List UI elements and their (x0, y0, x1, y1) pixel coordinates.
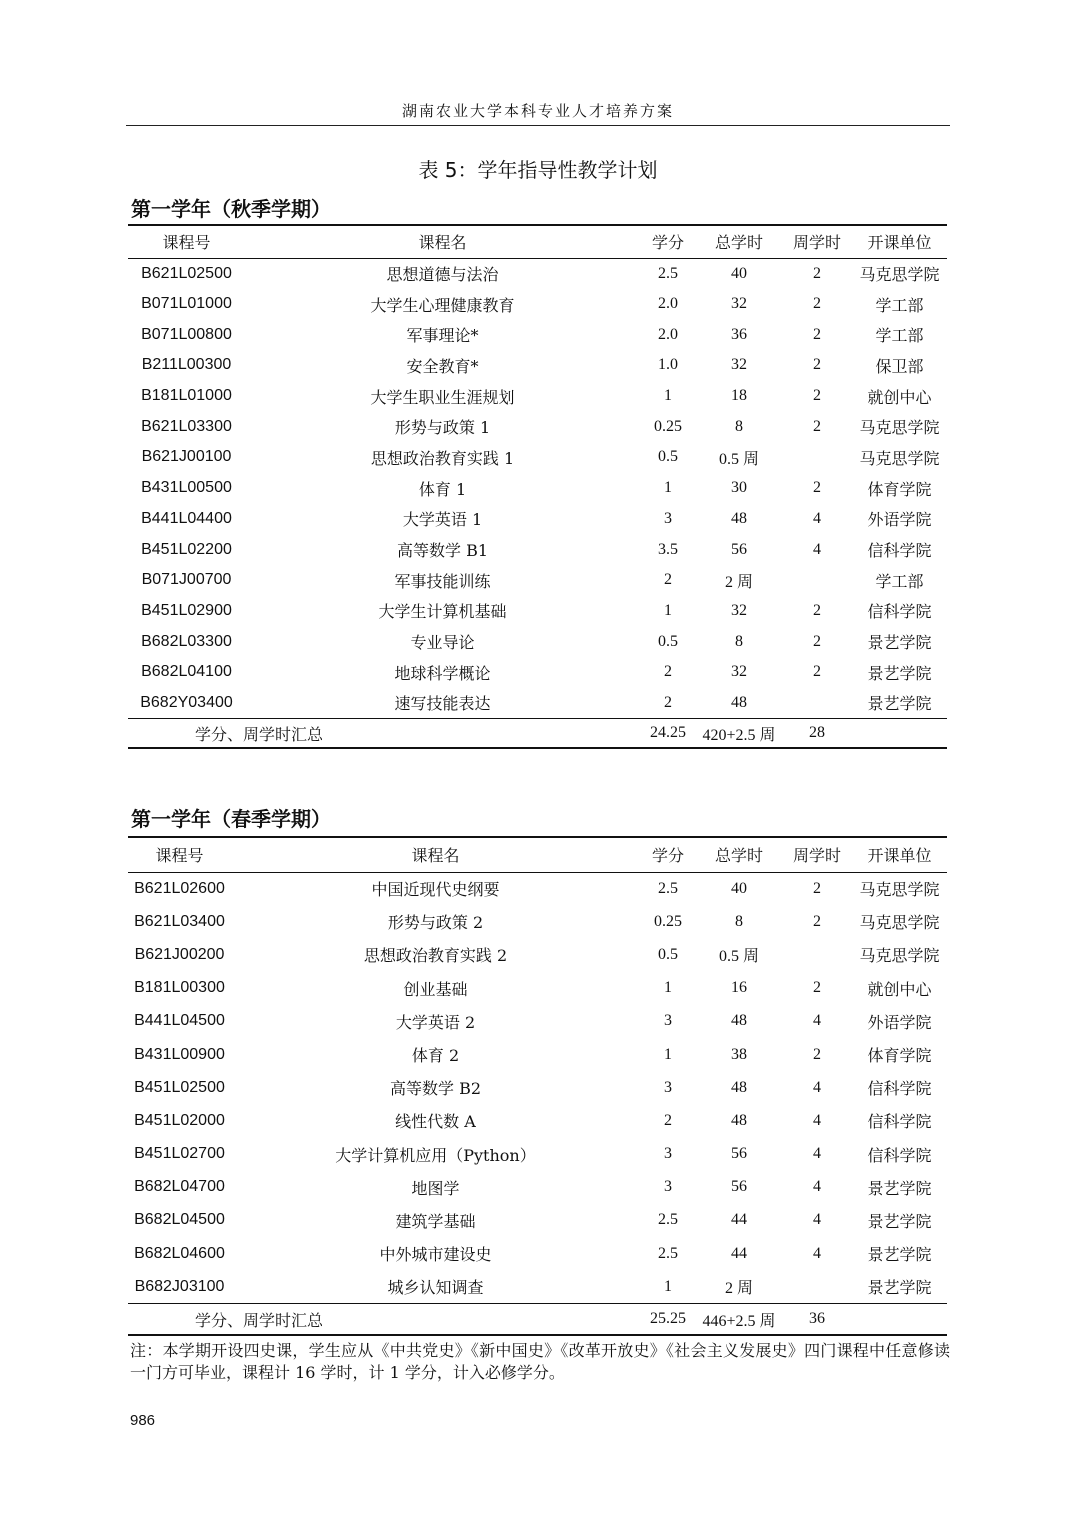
course-code: B181L01000 (141, 387, 232, 405)
course-total-hours: 16 (731, 979, 747, 997)
course-credit: 0.25 (654, 417, 682, 435)
course-dept: 外语学院 (867, 510, 932, 530)
course-dept: 马克思学院 (859, 913, 940, 933)
table-row (128, 905, 947, 938)
table-row (128, 1138, 947, 1171)
course-name: 安全教育* (406, 356, 479, 376)
course-credit: 2.5 (658, 264, 678, 282)
course-credit: 0.5 (658, 448, 678, 466)
table-row (128, 319, 947, 350)
course-dept: 景艺学院 (867, 663, 932, 683)
course-credit: 1 (664, 479, 672, 497)
course-weekly-hours: 4 (813, 509, 821, 527)
course-code: B211L00300 (141, 356, 232, 374)
course-name: 城乡认知调查 (387, 1278, 484, 1298)
course-weekly-hours: 2 (813, 264, 821, 282)
course-credit: 3 (664, 1078, 672, 1096)
course-name: 大学生职业生涯规划 (370, 387, 515, 407)
course-table-spring (128, 836, 947, 1336)
col-header-weekly-hours: 周学时 (792, 846, 841, 866)
course-dept: 学工部 (875, 295, 924, 315)
course-dept: 信科学院 (867, 1079, 932, 1099)
table-row (128, 938, 947, 971)
course-total-hours: 56 (731, 540, 747, 558)
course-total-hours: 36 (731, 325, 747, 343)
summary-hours: 446+2.5 周 (702, 1312, 776, 1330)
summary-dept (852, 1303, 947, 1335)
course-total-hours: 48 (731, 1012, 747, 1030)
course-dept: 信科学院 (867, 1145, 932, 1165)
course-weekly-hours: 2 (813, 663, 821, 681)
course-table-autumn (128, 224, 947, 749)
table-row (128, 1237, 947, 1270)
course-name: 大学计算机应用（Python） (335, 1145, 536, 1165)
course-code: B181L00300 (134, 979, 225, 997)
course-code: B451L02000 (134, 1111, 225, 1129)
course-dept: 信科学院 (867, 1112, 932, 1132)
course-name: 专业导论 (410, 633, 475, 653)
course-credit: 1 (664, 1277, 672, 1295)
course-dept: 景艺学院 (867, 1211, 932, 1231)
table-row (128, 411, 947, 442)
course-code: B682J03100 (134, 1277, 225, 1295)
course-total-hours: 2 周 (724, 573, 753, 591)
course-name: 创业基础 (403, 979, 468, 999)
header-rule (126, 125, 950, 126)
course-name: 大学英语 2 (395, 1012, 476, 1032)
course-credit: 2.5 (658, 879, 678, 897)
course-credit: 3 (664, 1012, 672, 1030)
course-name: 思想道德与法治 (386, 265, 499, 285)
course-code: B682Y03400 (140, 693, 233, 711)
col-header-total-hours: 总学时 (714, 233, 763, 253)
course-name: 军事技能训练 (394, 571, 491, 591)
table-row (128, 442, 947, 473)
course-name: 思想政治教育实践 2 (363, 946, 508, 966)
course-weekly-hours (782, 442, 852, 473)
course-name: 高等数学 B2 (389, 1079, 482, 1099)
course-weekly-hours: 2 (813, 417, 821, 435)
footnote: 注：本学期开设四史课，学生应从《中共党史》《新中国史》《改革开放史》《社会主义发展史》四门课程中任意修读一门方可毕业，课程计 16 学时，计 1 学分，计入必修学分。 (130, 1341, 950, 1382)
table-row (128, 534, 947, 565)
table-body (128, 258, 947, 718)
course-name: 线性代数 A (395, 1112, 476, 1132)
table-row (128, 289, 947, 320)
course-total-hours: 18 (731, 387, 747, 405)
running-header: 湖南农业大学本科专业人才培养方案 (401, 102, 674, 120)
summary-credit: 24.25 (650, 724, 686, 742)
table-row (128, 657, 947, 688)
course-credit: 2.0 (658, 295, 678, 313)
course-code: B682L04700 (134, 1178, 225, 1196)
course-weekly-hours: 2 (813, 325, 821, 343)
course-name: 速写技能表达 (394, 694, 491, 714)
course-credit: 2 (664, 693, 672, 711)
table-title: 表 5：学年指导性教学计划 (418, 158, 658, 182)
course-weekly-hours: 2 (813, 479, 821, 497)
course-total-hours: 30 (731, 479, 747, 497)
table-row (128, 565, 947, 596)
summary-hours: 420+2.5 周 (702, 726, 776, 744)
table-row (128, 1071, 947, 1104)
course-dept: 马克思学院 (859, 418, 940, 438)
course-total-hours: 48 (731, 1078, 747, 1096)
course-credit: 3 (664, 1178, 672, 1196)
course-total-hours: 0.5 周 (718, 948, 759, 966)
course-code: B431L00900 (134, 1045, 225, 1063)
course-name: 建筑学基础 (395, 1211, 476, 1231)
course-total-hours: 32 (731, 663, 747, 681)
course-total-hours: 44 (731, 1244, 747, 1262)
col-header-name: 课程名 (411, 846, 460, 866)
course-weekly-hours: 4 (813, 1178, 821, 1196)
course-name: 大学生计算机基础 (378, 602, 507, 622)
course-name: 中外城市建设史 (379, 1245, 492, 1265)
course-weekly-hours: 2 (813, 632, 821, 650)
course-credit: 2.0 (658, 325, 678, 343)
course-code: B451L02200 (141, 540, 232, 558)
table-row (128, 473, 947, 504)
course-code: B621L03300 (141, 417, 232, 435)
course-dept: 外语学院 (867, 1012, 932, 1032)
course-code: B621L03400 (134, 912, 225, 930)
course-code: B451L02900 (141, 601, 232, 619)
course-credit: 3.5 (658, 540, 678, 558)
summary-row (128, 718, 947, 748)
table-row (128, 688, 947, 719)
course-code: B451L02500 (134, 1078, 225, 1096)
course-credit: 2.5 (658, 1244, 678, 1262)
table-row (128, 1171, 947, 1204)
course-name: 思想政治教育实践 1 (370, 448, 515, 468)
course-dept: 景艺学院 (867, 1245, 932, 1265)
table-row (128, 1204, 947, 1237)
table-body (128, 872, 947, 1303)
course-total-hours: 2 周 (724, 1280, 753, 1298)
col-header-dept: 开课单位 (867, 846, 932, 866)
table-row (128, 872, 947, 905)
course-code: B071J00700 (141, 571, 232, 589)
course-code: B451L02700 (134, 1145, 225, 1163)
course-credit: 2 (664, 571, 672, 589)
course-weekly-hours (782, 1270, 852, 1303)
course-total-hours: 56 (731, 1178, 747, 1196)
course-dept: 景艺学院 (867, 1278, 932, 1298)
course-total-hours: 8 (735, 912, 743, 930)
course-weekly-hours: 4 (813, 1244, 821, 1262)
course-weekly-hours: 2 (813, 979, 821, 997)
section-title-autumn: 第一学年（秋季学期） (131, 197, 331, 221)
col-header-name: 课程名 (418, 233, 467, 253)
section-title-spring: 第一学年（春季学期） (131, 807, 331, 831)
course-credit: 1.0 (658, 356, 678, 374)
course-total-hours: 38 (731, 1045, 747, 1063)
course-weekly-hours: 4 (813, 1012, 821, 1030)
course-code: B621L02500 (141, 264, 232, 282)
course-weekly-hours: 2 (813, 601, 821, 619)
summary-weekly: 28 (809, 724, 825, 742)
course-credit: 2 (664, 663, 672, 681)
course-weekly-hours (782, 688, 852, 719)
course-weekly-hours: 4 (813, 1078, 821, 1096)
course-total-hours: 32 (731, 295, 747, 313)
course-name: 军事理论* (406, 326, 479, 346)
course-code: B621L02600 (134, 879, 225, 897)
table-row (128, 1038, 947, 1071)
course-code: B071L00800 (141, 325, 232, 343)
course-name: 地图学 (411, 1178, 460, 1198)
col-header-credit: 学分 (651, 846, 684, 866)
course-total-hours: 0.5 周 (718, 450, 759, 468)
course-dept: 学工部 (875, 326, 924, 346)
course-dept: 景艺学院 (867, 1178, 932, 1198)
course-weekly-hours: 2 (813, 912, 821, 930)
col-header-total-hours: 总学时 (714, 846, 763, 866)
col-header-weekly-hours: 周学时 (792, 233, 841, 253)
course-code: B621J00100 (141, 448, 232, 466)
course-code: B682L04100 (141, 663, 232, 681)
page-number: 986 (130, 1412, 156, 1429)
summary-dept (852, 718, 947, 748)
course-weekly-hours: 2 (813, 1045, 821, 1063)
course-total-hours: 40 (731, 264, 747, 282)
table-header-row (128, 225, 947, 258)
table-row (128, 504, 947, 535)
course-code: B431L00500 (141, 479, 232, 497)
course-code: B682L03300 (141, 632, 232, 650)
summary-credit: 25.25 (650, 1310, 686, 1328)
col-header-credit: 学分 (651, 233, 684, 253)
course-total-hours: 8 (735, 417, 743, 435)
summary-label: 学分、周学时汇总 (194, 1310, 323, 1330)
course-weekly-hours: 2 (813, 387, 821, 405)
course-name: 体育 1 (418, 479, 467, 499)
course-total-hours: 40 (731, 879, 747, 897)
course-credit: 2 (664, 1111, 672, 1129)
course-dept: 信科学院 (867, 602, 932, 622)
course-dept: 体育学院 (867, 1046, 932, 1066)
course-total-hours: 48 (731, 1111, 747, 1129)
table-row (128, 596, 947, 627)
table-header-row (128, 837, 947, 872)
course-total-hours: 48 (731, 693, 747, 711)
course-weekly-hours (782, 938, 852, 971)
course-weekly-hours (782, 565, 852, 596)
course-weekly-hours: 4 (813, 540, 821, 558)
course-dept: 体育学院 (867, 479, 932, 499)
course-name: 地球科学概论 (394, 663, 491, 683)
course-code: B682L04500 (134, 1211, 225, 1229)
table-row (128, 350, 947, 381)
summary-row (128, 1303, 947, 1335)
summary-label: 学分、周学时汇总 (194, 724, 323, 744)
course-weekly-hours: 4 (813, 1145, 821, 1163)
course-dept: 马克思学院 (859, 946, 940, 966)
course-total-hours: 48 (731, 509, 747, 527)
course-code: B621J00200 (134, 945, 225, 963)
table-row (128, 258, 947, 289)
course-dept: 景艺学院 (867, 633, 932, 653)
course-weekly-hours: 4 (813, 1211, 821, 1229)
course-dept: 马克思学院 (859, 448, 940, 468)
table-row (128, 626, 947, 657)
table-row (128, 1005, 947, 1038)
table-row (128, 381, 947, 412)
course-dept: 马克思学院 (859, 265, 940, 285)
course-name: 高等数学 B1 (396, 541, 489, 561)
course-credit: 1 (664, 979, 672, 997)
col-header-code: 课程号 (162, 233, 211, 253)
table-row (128, 1104, 947, 1137)
course-name: 大学英语 1 (402, 510, 483, 530)
table-row (128, 1270, 947, 1303)
course-total-hours: 8 (735, 632, 743, 650)
course-credit: 3 (664, 1145, 672, 1163)
course-total-hours: 56 (731, 1145, 747, 1163)
course-code: B441L04400 (141, 509, 232, 527)
col-header-dept: 开课单位 (867, 233, 932, 253)
course-dept: 就创中心 (867, 387, 932, 407)
course-total-hours: 32 (731, 356, 747, 374)
summary-weekly: 36 (809, 1310, 825, 1328)
course-credit: 1 (664, 1045, 672, 1063)
course-dept: 保卫部 (875, 356, 924, 376)
table-row (128, 972, 947, 1005)
course-name: 中国近现代史纲要 (371, 880, 500, 900)
course-name: 形势与政策 2 (387, 913, 484, 933)
course-name: 体育 2 (411, 1046, 460, 1066)
course-dept: 信科学院 (867, 541, 932, 561)
course-weekly-hours: 4 (813, 1111, 821, 1129)
course-total-hours: 32 (731, 601, 747, 619)
course-dept: 马克思学院 (859, 880, 940, 900)
course-credit: 2.5 (658, 1211, 678, 1229)
course-code: B682L04600 (134, 1244, 225, 1262)
course-credit: 3 (664, 509, 672, 527)
course-total-hours: 44 (731, 1211, 747, 1229)
course-name: 大学生心理健康教育 (370, 295, 515, 315)
course-weekly-hours: 2 (813, 295, 821, 313)
course-code: B441L04500 (134, 1012, 225, 1030)
course-dept: 学工部 (875, 571, 924, 591)
col-header-code: 课程号 (155, 846, 204, 866)
course-weekly-hours: 2 (813, 356, 821, 374)
course-dept: 就创中心 (867, 979, 932, 999)
course-credit: 0.5 (658, 632, 678, 650)
course-dept: 景艺学院 (867, 694, 932, 714)
course-weekly-hours: 2 (813, 879, 821, 897)
course-code: B071L01000 (141, 295, 232, 313)
course-credit: 0.5 (658, 945, 678, 963)
course-name: 形势与政策 1 (394, 418, 491, 438)
course-credit: 1 (664, 387, 672, 405)
course-credit: 1 (664, 601, 672, 619)
course-credit: 0.25 (654, 912, 682, 930)
